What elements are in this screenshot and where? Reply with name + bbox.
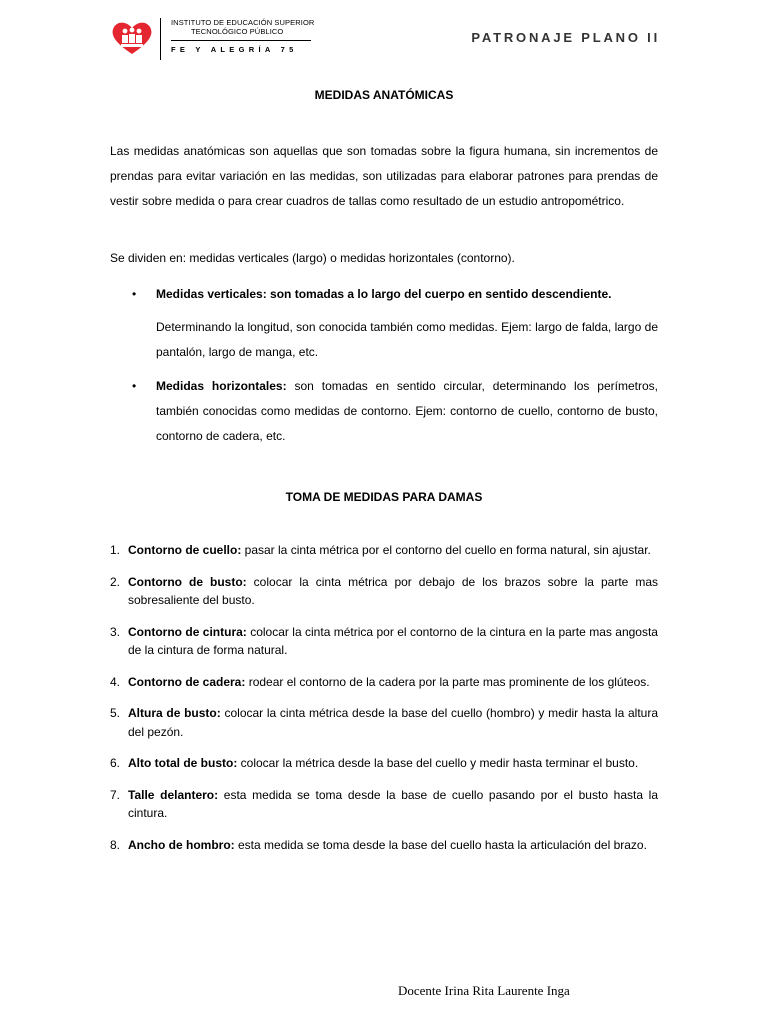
item-label: Ancho de hombro:: [128, 837, 235, 852]
institution-line-2: TECNOLÓGICO PÚBLICO: [191, 27, 284, 36]
item-text: rodear el contorno de la cadera por la parte mas prominente de los glúteos.: [245, 674, 650, 689]
list-item: [110, 673, 658, 692]
item-label: Altura de busto:: [128, 706, 221, 720]
footer-teacher: Docente Irina Rita Laurente Inga: [398, 983, 570, 998]
item-number: 3.: [110, 624, 121, 639]
item-label: Talle delantero:: [128, 787, 219, 802]
item-number: 8.: [110, 837, 121, 852]
item-text: colocar la métrica desde la base del cuello y medir hasta terminar el busto.: [237, 756, 639, 770]
bullet-vertical-text: Determinando la longitud, son conocida también como medidas. Ejem: largo de falda, largo de pantalón, largo de manga, etc.: [156, 320, 658, 359]
list-item: [110, 623, 658, 660]
item-text: esta medida se toma desde la base del cuello hasta la articulación del brazo.: [234, 837, 647, 852]
bullet-horizontal: [156, 374, 658, 449]
list-item: [110, 786, 658, 823]
item-label: Contorno de cadera:: [128, 674, 246, 689]
item-number: 4.: [110, 674, 121, 689]
item-number: 1.: [110, 543, 121, 557]
institution-line-1: INSTITUTO DE EDUCACIÓN SUPERIOR: [171, 18, 315, 27]
section-title: TOMA DE MEDIDAS PARA DAMAS: [285, 490, 483, 504]
item-number: 5.: [110, 706, 121, 720]
item-label: Contorno de cintura:: [128, 624, 247, 639]
list-item: [110, 836, 658, 855]
division-paragraph: Se dividen en: medidas verticales (largo) o medidas horizontales (contorno).: [110, 251, 515, 265]
course-title: PATRONAJE PLANO II: [471, 30, 660, 45]
page-title: MEDIDAS ANATÓMICAS: [314, 88, 454, 102]
list-item: [110, 573, 658, 610]
bullet-vertical-label: Medidas verticales: son tomadas a lo largo del cuerpo en sentido descendiente.: [156, 287, 612, 301]
institution-divider: [171, 40, 311, 41]
item-number: 2.: [110, 574, 121, 589]
bullet-marker: •: [132, 379, 137, 393]
bullet-horizontal-label: Medidas horizontales:: [156, 379, 287, 393]
list-item: [110, 704, 658, 741]
item-text: esta medida se toma desde la base de cuello pasando por el busto hasta la cintura.: [128, 787, 659, 820]
bullet-marker: •: [132, 287, 137, 301]
measures-list: [110, 541, 658, 867]
fe-y-alegria-logo: [110, 20, 154, 56]
item-text: colocar la cinta métrica por el contorno de la cintura en la parte mas angosta de la cintura de forma natural.: [128, 624, 658, 657]
item-label: Alto total de busto:: [128, 756, 238, 770]
item-number: 6.: [110, 756, 121, 770]
item-label: Contorno de busto:: [128, 574, 247, 589]
institution-line-3: FE Y ALEGRÍA 75: [171, 45, 298, 54]
item-label: Contorno de cuello:: [128, 543, 242, 557]
page-header: [110, 14, 660, 62]
item-text: pasar la cinta métrica por el contorno del cuello en forma natural, sin ajustar.: [241, 543, 651, 557]
intro-paragraph: Las medidas anatómicas son aquellas que son tomadas sobre la figura humana, sin incrementos de prendas para evitar variación en las medidas, son utilizadas para elaborar patrones para prendas de vestir sobre medida o para crear cuadros de tallas como resultado de un estudio antropométrico.: [110, 144, 658, 208]
bullet-horizontal-text: son tomadas en sentido circular, determinando los perímetros, también conocidas como medidas de contorno. Ejem: contorno de cuello, contorno de busto, contorno de cadera, etc.: [156, 379, 658, 443]
item-number: 7.: [110, 787, 121, 802]
bullet-vertical-lead: [156, 282, 658, 307]
list-item: [110, 754, 658, 773]
list-item: [110, 541, 658, 560]
item-text: colocar la cinta métrica por debajo de los brazos sobre la parte mas sobresaliente del busto.: [128, 574, 659, 607]
item-text: colocar la cinta métrica desde la base del cuello (hombro) y medir hasta la altura del pezón.: [128, 706, 659, 739]
institution-block: [160, 18, 320, 60]
